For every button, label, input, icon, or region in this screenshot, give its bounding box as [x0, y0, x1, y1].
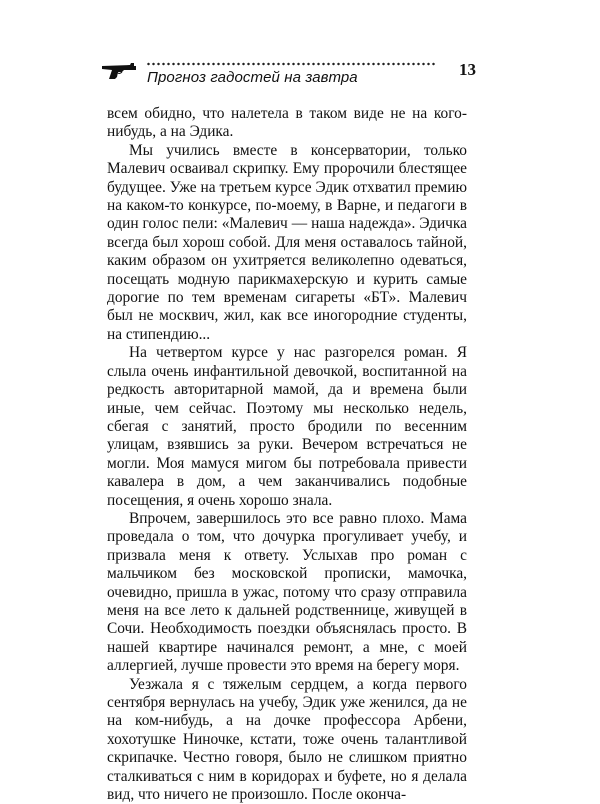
revolver-icon	[100, 60, 140, 80]
running-title: Прогноз гадостей на завтра	[147, 69, 358, 86]
paragraph: На четвертом курсе у нас разгорелся роман. Я слыла очень инфантильной девочкой, воспитанной на редкость авторитарной мамой, да и времена были иные, чем сейчас. Поэтому мы несколько недель, сбегая с занятий, просто бродили по весенним улицам, взявшись за руки. Вечером встречаться не могли. Моя мамуся мигом бы потребовала привести кавалера в дом, а чем заканчивались подобные посещения, я очень хорошо знала.	[107, 344, 467, 509]
page-header	[100, 58, 476, 88]
paragraph: Мы учились вместе в консерватории, только Малевич осваивал скрипку. Ему пророчили блестящее будущее. Уже на третьем курсе Эдик отхватил премию на каком-то конкурсе, по-моему, в Варне, и педагоги в один голос пели: «Малевич — наша надежда». Эдичка всегда был хорош собой. Для меня оставалось тайной, каким образом он ухитряется великолепно одеваться, посещать модную парикмахерскую и курить самые дорогие по тем временам сигареты «БТ». Малевич был не москвич, жил, как все иногородние студенты, на стипендию...	[107, 141, 467, 343]
body-text	[107, 105, 467, 804]
paragraph: всем обидно, что налетела в таком виде не на кого-нибудь, а на Эдика.	[107, 105, 467, 141]
dotted-rule	[146, 62, 436, 66]
page-number: 13	[459, 60, 476, 79]
paragraph: Впрочем, завершилось это все равно плохо. Мама проведала о том, что дочурка прогуливает учебу, и призвала меня к ответу. Услыхав про роман с мальчиком без московской прописки, мамочка, очевидно, пришла в ужас, потому что сразу отправила меня на все лето к дальней родственнице, живущей в Сочи. Необходимость поездки объяснялась просто. В нашей квартире начинался ремонт, а мне, с моей аллергией, лучше провести это время на берегу моря.	[107, 509, 467, 675]
paragraph: Уезжала я с тяжелым сердцем, а когда первого сентября вернулась на учебу, Эдик уже женился, да не на ком-нибудь, а на дочке профессора Арбени, хохотушке Ниночке, кстати, тоже очень талантливой скрипачке. Честно говоря, было не слишком приятно сталкиваться с ним в коридорах и буфете, но я делала вид, что ничего не произошло. После оконча-	[107, 675, 467, 804]
